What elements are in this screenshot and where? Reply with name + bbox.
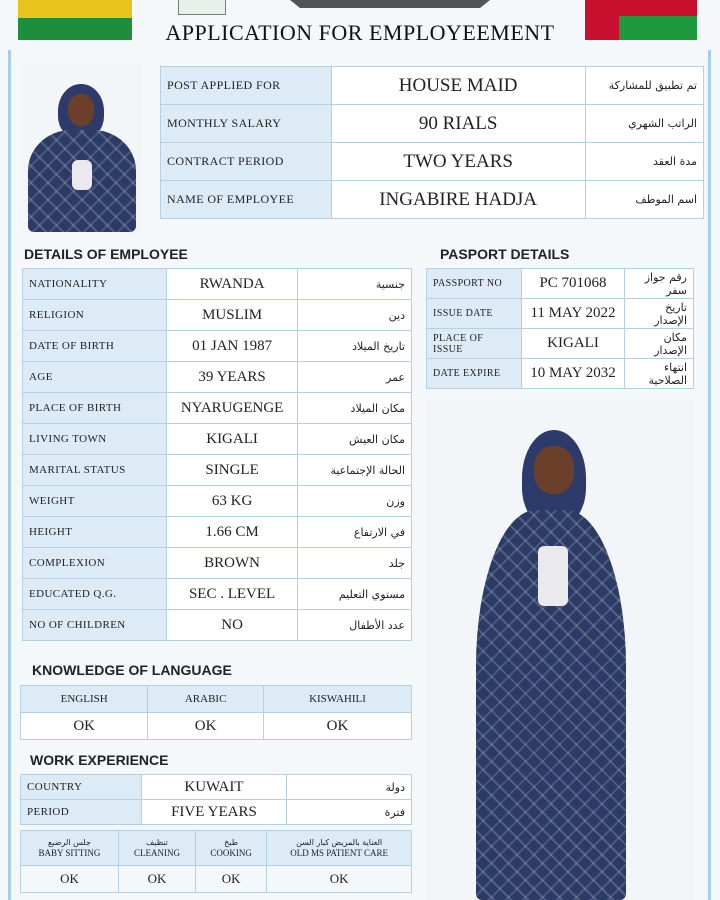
work-label: PERIOD [21,800,142,825]
details-arabic-label: جلد [298,548,412,579]
header_rows-label: NAME OF EMPLOYEE [161,181,332,219]
details-arabic-label: جنسية [298,269,412,300]
arabic-heading-icon [290,0,490,8]
work-value: KUWAIT [141,775,286,800]
details-row [23,486,412,517]
details-row [23,300,412,331]
details-row [23,517,412,548]
details-label: AGE [23,362,167,393]
details-label: HEIGHT [23,517,167,548]
header_rows-row [161,143,704,181]
skill-name: OLD MS PATIENT CARE [290,848,388,858]
details-arabic-label: تاريخ الميلاد [298,331,412,362]
passport-arabic-label: مكان الإصدار [625,329,694,359]
passport-row [427,299,694,329]
details-value: KIGALI [166,424,298,455]
skill-header [196,831,267,866]
details-label: EDUCATED Q.G. [23,579,167,610]
details-arabic-label: وزن [298,486,412,517]
passport-value: PC 701068 [522,269,625,299]
work-table [20,774,412,825]
collar-icon [72,160,92,190]
passport-table [426,268,694,389]
header_rows-value: INGABIRE HADJA [331,181,585,219]
passport-arabic-label: انتهاء الصلاحية [625,359,694,389]
details-arabic-label: في الارتفاع [298,517,412,548]
details-row [23,393,412,424]
passport-label: DATE EXPIRE [427,359,522,389]
page-title: APPLICATION FOR EMPLOYEEMENT [165,20,555,45]
passport-value: 10 MAY 2032 [522,359,625,389]
passport-label: PLACE OF ISSUE [427,329,522,359]
language-name: KISWAHILI [263,686,411,713]
skill-header [267,831,412,866]
skill-value: OK [196,866,267,893]
details-arabic-label: مكان الميلاد [298,393,412,424]
header_rows-row [161,67,704,105]
header_rows-arabic-label: تم تطبيق للمشاركة [585,67,703,105]
details-label: RELIGION [23,300,167,331]
details-value: SINGLE [166,455,298,486]
language-name: ARABIC [148,686,264,713]
details-label: PLACE OF BIRTH [23,393,167,424]
collar-icon [538,546,568,606]
details-arabic-label: عمر [298,362,412,393]
details-row [23,610,412,641]
employee-photo-full [426,400,694,900]
work-arabic-label: دولة [287,775,412,800]
header_rows-row [161,181,704,219]
details-row [23,579,412,610]
language-level: OK [21,713,148,740]
work-arabic-label: فترة [287,800,412,825]
details-arabic-label: عدد الأطفال [298,610,412,641]
language-table [20,685,412,740]
details-label: NO OF CHILDREN [23,610,167,641]
details-value: NO [166,610,298,641]
passport-heading: PASPORT DETAILS [440,246,570,262]
skill-arabic: تنظيف [146,838,168,847]
details-value: MUSLIM [166,300,298,331]
details-row [23,424,412,455]
details-value: RWANDA [166,269,298,300]
language-level: OK [148,713,264,740]
passport-arabic-label: تاريخ الإصدار [625,299,694,329]
header_rows-label: CONTRACT PERIOD [161,143,332,181]
skills-table [20,830,412,893]
details-label: DATE OF BIRTH [23,331,167,362]
details-value: 39 YEARS [166,362,298,393]
passport-arabic-label: رقم جواز سفر [625,269,694,299]
details-arabic-label: مكان العيش [298,424,412,455]
details-value: NYARUGENGE [166,393,298,424]
details-value: BROWN [166,548,298,579]
language-level: OK [263,713,411,740]
details-label: WEIGHT [23,486,167,517]
skill-name: BABY SITTING [38,848,101,858]
work-heading: WORK EXPERIENCE [30,752,169,768]
details-table [22,268,412,641]
header_rows-arabic-label: اسم الموطف [585,181,703,219]
work-row [21,800,412,825]
skill-header [118,831,195,866]
work-label: COUNTRY [21,775,142,800]
skill-arabic: طبخ [224,838,239,847]
details-label: MARITAL STATUS [23,455,167,486]
details-arabic-label: دين [298,300,412,331]
passport-row [427,269,694,299]
skill-value: OK [21,866,119,893]
details-row [23,269,412,300]
details-heading: DETAILS OF EMPLOYEE [24,246,188,262]
passport-row [427,359,694,389]
skill-name: COOKING [210,848,252,858]
face-icon [534,446,574,494]
skill-header [21,831,119,866]
header_rows-value: TWO YEARS [331,143,585,181]
details-row [23,548,412,579]
header_rows-row [161,105,704,143]
details-value: SEC . LEVEL [166,579,298,610]
header-table [160,66,704,219]
skill-name: CLEANING [133,848,180,858]
details-arabic-label: الحالة الإجتماعية [298,455,412,486]
skill-arabic: جلس الرضيع [48,838,91,847]
passport-label: ISSUE DATE [427,299,522,329]
right-border [708,50,711,900]
details-value: 1.66 CM [166,517,298,548]
face-icon [68,94,94,126]
skill-value: OK [267,866,412,893]
skill-arabic: العناية بالمريض كبار السن [296,838,383,847]
details-label: COMPLEXION [23,548,167,579]
language-name: ENGLISH [21,686,148,713]
header_rows-label: MONTHLY SALARY [161,105,332,143]
details-row [23,362,412,393]
details-label: LIVING TOWN [23,424,167,455]
passport-value: 11 MAY 2022 [522,299,625,329]
details-row [23,455,412,486]
employee-photo-small [22,64,142,232]
details-value: 63 KG [166,486,298,517]
passport-row [427,329,694,359]
header_rows-label: POST APPLIED FOR [161,67,332,105]
work-value: FIVE YEARS [141,800,286,825]
language-heading: KNOWLEDGE OF LANGUAGE [32,662,232,678]
left-border [8,50,11,900]
passport-value: KIGALI [522,329,625,359]
header_rows-arabic-label: مدة العقد [585,143,703,181]
passport-label: PASSPORT NO [427,269,522,299]
header_rows-value: HOUSE MAID [331,67,585,105]
header_rows-value: 90 RIALS [331,105,585,143]
emblem-icon [178,0,226,15]
details-row [23,331,412,362]
skill-value: OK [118,866,195,893]
details-arabic-label: مستوي التعليم [298,579,412,610]
details-value: 01 JAN 1987 [166,331,298,362]
work-row [21,775,412,800]
header_rows-arabic-label: الراتب الشهري [585,105,703,143]
details-label: NATIONALITY [23,269,167,300]
